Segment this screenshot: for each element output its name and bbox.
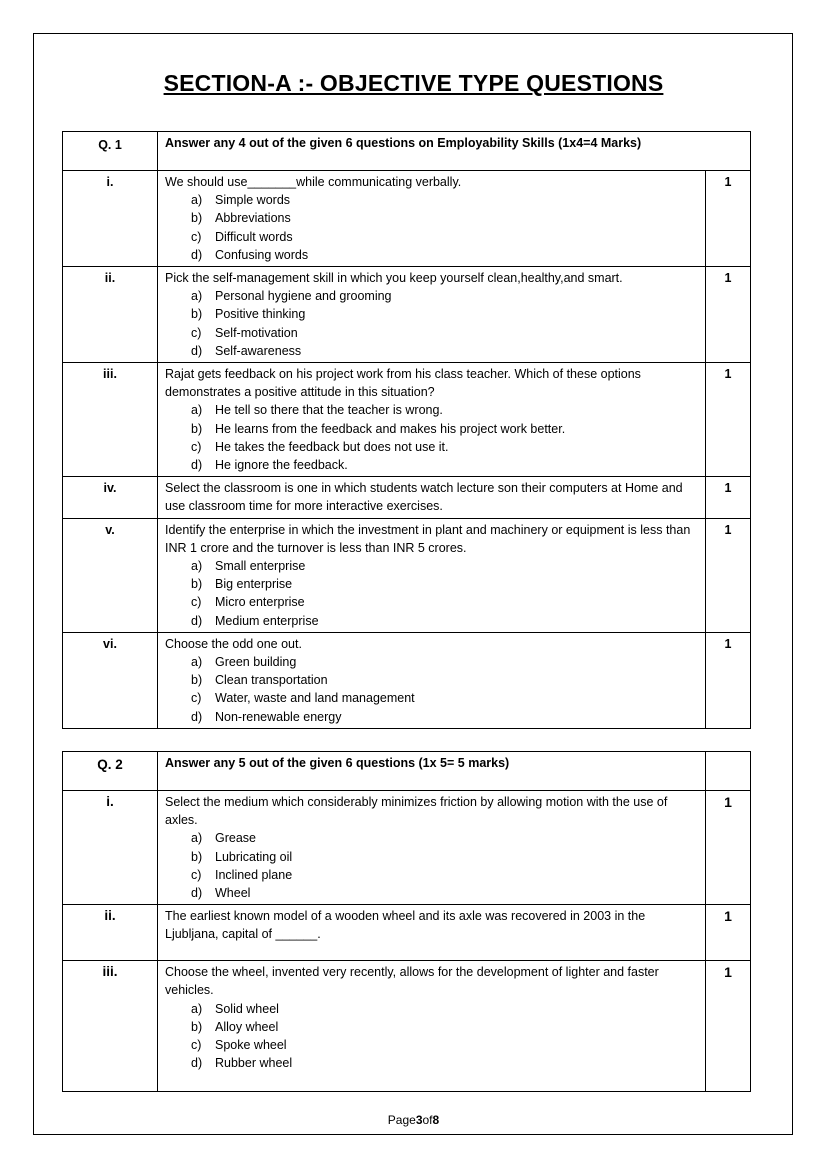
option-text: Clean transportation	[215, 673, 328, 688]
option-item	[191, 1036, 699, 1054]
item-content	[158, 477, 706, 518]
option-text: Positive thinking	[215, 307, 306, 322]
option-letter: c)	[191, 595, 202, 610]
item-question-text: Identify the enterprise in which the investment in plant and machinery or equipment is less than INR 1 crore and the turnover is less than INR 5 crores.	[165, 522, 691, 555]
question-item-row	[63, 905, 751, 961]
option-letter: c)	[191, 691, 202, 706]
marks-header-cell	[706, 752, 751, 791]
question-table-q2	[62, 751, 751, 1092]
option-letter: d)	[191, 613, 203, 628]
item-content	[158, 518, 706, 632]
item-question-text: We should use_______while communicating verbally.	[165, 175, 462, 189]
item-content	[158, 363, 706, 477]
item-question-text: Choose the wheel, invented very recently, allows for the development of lighter and faster vehicles.	[165, 965, 659, 998]
option-list	[165, 191, 699, 264]
option-letter: a)	[191, 1001, 203, 1016]
option-text: Grease	[215, 831, 256, 846]
item-marks: 1	[706, 518, 751, 632]
option-letter: b)	[191, 673, 203, 688]
item-number: iii.	[63, 363, 158, 477]
option-text: Abbreviations	[215, 211, 291, 226]
option-text: Rubber wheel	[215, 1056, 293, 1071]
item-marks: 1	[706, 791, 751, 905]
option-item	[191, 575, 699, 593]
option-letter: a)	[191, 289, 203, 304]
question-header-row	[63, 132, 751, 171]
option-letter: a)	[191, 559, 203, 574]
option-text: Solid wheel	[215, 1001, 279, 1016]
item-number: ii.	[63, 905, 158, 961]
question-item-row	[63, 363, 751, 477]
option-text: Self-awareness	[215, 343, 302, 358]
option-text: Green building	[215, 655, 297, 670]
option-item	[191, 593, 699, 611]
option-letter: a)	[191, 655, 203, 670]
option-item	[191, 653, 699, 671]
option-letter: d)	[191, 247, 203, 262]
item-number: vi.	[63, 632, 158, 728]
option-text: Water, waste and land management	[215, 691, 415, 706]
option-letter: a)	[191, 831, 203, 846]
question-item-row	[63, 518, 751, 632]
question-heading: Answer any 4 out of the given 6 questions on Employability Skills (1x4=4 Marks)	[158, 132, 751, 171]
option-letter: d)	[191, 709, 203, 724]
option-text: He ignore the feedback.	[215, 458, 348, 473]
item-marks: 1	[706, 267, 751, 363]
page-of-label: of	[422, 1113, 433, 1127]
option-item	[191, 420, 699, 438]
option-list	[165, 829, 699, 902]
item-marks: 1	[706, 363, 751, 477]
section-title: SECTION-A :- OBJECTIVE TYPE QUESTIONS	[163, 70, 664, 96]
item-content	[158, 171, 706, 267]
option-letter: c)	[191, 1038, 202, 1053]
option-text: Difficult words	[215, 229, 293, 244]
item-number: ii.	[63, 267, 158, 363]
option-text: Personal hygiene and grooming	[215, 289, 392, 304]
option-letter: b)	[191, 849, 203, 864]
option-item	[191, 829, 699, 847]
page-footer	[0, 1113, 827, 1127]
option-item	[191, 228, 699, 246]
option-text: He takes the feedback but does not use it.	[215, 439, 449, 454]
item-question-text: Pick the self-management skill in which you keep yourself clean,healthy,and smart.	[165, 271, 623, 286]
option-list	[165, 653, 699, 726]
item-number: i.	[63, 791, 158, 905]
item-question-text: Select the medium which considerably minimizes friction by allowing motion with the use of axles.	[165, 795, 668, 828]
question-number: Q. 1	[63, 132, 158, 171]
option-item	[191, 246, 699, 264]
option-text: Big enterprise	[215, 577, 293, 592]
item-marks: 1	[706, 905, 751, 961]
item-question-text: Rajat gets feedback on his project work from his class teacher. Which of these options demonstrates a positive attitude in this situation?	[165, 367, 641, 400]
option-item	[191, 438, 699, 456]
option-text: Alloy wheel	[215, 1019, 279, 1034]
option-item	[191, 557, 699, 575]
option-letter: b)	[191, 421, 203, 436]
option-item	[191, 1018, 699, 1036]
option-text: Inclined plane	[215, 867, 293, 882]
option-list	[165, 287, 699, 360]
option-item	[191, 191, 699, 209]
question-item-row	[63, 961, 751, 1092]
option-item	[191, 708, 699, 726]
option-item	[191, 612, 699, 630]
item-number: iv.	[63, 477, 158, 518]
question-number: Q. 2	[63, 752, 158, 791]
option-letter: b)	[191, 1019, 203, 1034]
option-list	[165, 1000, 699, 1073]
option-letter: c)	[191, 325, 202, 340]
option-text: Spoke wheel	[215, 1038, 287, 1053]
option-letter: b)	[191, 211, 203, 226]
option-letter: c)	[191, 867, 202, 882]
option-letter: b)	[191, 307, 203, 322]
option-text: Small enterprise	[215, 559, 306, 574]
option-letter: a)	[191, 193, 203, 208]
option-item	[191, 1054, 699, 1072]
option-item	[191, 848, 699, 866]
option-letter: d)	[191, 458, 203, 473]
option-list	[165, 557, 699, 630]
option-text: Self-motivation	[215, 325, 298, 340]
option-item	[191, 287, 699, 305]
option-text: Medium enterprise	[215, 613, 319, 628]
question-item-row	[63, 791, 751, 905]
item-marks: 1	[706, 171, 751, 267]
option-item	[191, 342, 699, 360]
option-item	[191, 209, 699, 227]
question-heading: Answer any 5 out of the given 6 questions (1x 5= 5 marks)	[158, 752, 706, 791]
question-item-row	[63, 267, 751, 363]
page-label: Page	[387, 1113, 416, 1127]
item-content	[158, 961, 706, 1092]
option-text: Micro enterprise	[215, 595, 305, 610]
question-table-q1	[62, 131, 751, 729]
item-number: iii.	[63, 961, 158, 1092]
item-question-text: Select the classroom is one in which students watch lecture son their computers at Home and use classroom time for more interactive exercises.	[165, 481, 683, 514]
item-content	[158, 791, 706, 905]
option-letter: b)	[191, 577, 203, 592]
total-page-number: 8	[432, 1113, 440, 1127]
item-question-text: Choose the odd one out.	[165, 636, 302, 651]
question-item-row	[63, 171, 751, 267]
current-page-number: 3	[415, 1113, 423, 1127]
option-letter: d)	[191, 886, 203, 901]
option-item	[191, 671, 699, 689]
option-letter: d)	[191, 343, 203, 358]
question-header-row	[63, 752, 751, 791]
option-text: He learns from the feedback and makes his project work better.	[215, 421, 566, 436]
option-item	[191, 324, 699, 342]
item-content	[158, 632, 706, 728]
option-item	[191, 866, 699, 884]
option-item	[191, 305, 699, 323]
option-text: He tell so there that the teacher is wrong.	[215, 403, 443, 418]
option-item	[191, 1000, 699, 1018]
option-text: Non-renewable energy	[215, 709, 342, 724]
question-item-row	[63, 477, 751, 518]
item-number: v.	[63, 518, 158, 632]
option-text: Confusing words	[215, 247, 309, 262]
item-question-text: The earliest known model of a wooden wheel and its axle was recovered in 2003 in the Ljubljana, capital of ______.	[165, 909, 646, 942]
option-text: Lubricating oil	[215, 849, 293, 864]
option-item	[191, 884, 699, 902]
item-marks: 1	[706, 477, 751, 518]
option-letter: c)	[191, 439, 202, 454]
item-marks: 1	[706, 632, 751, 728]
option-letter: a)	[191, 403, 203, 418]
option-letter: c)	[191, 229, 202, 244]
option-text: Simple words	[215, 193, 291, 208]
question-item-row	[63, 632, 751, 728]
option-list	[165, 401, 699, 474]
item-content	[158, 267, 706, 363]
option-letter: d)	[191, 1056, 203, 1071]
option-text: Wheel	[215, 886, 251, 901]
item-content	[158, 905, 706, 961]
option-item	[191, 401, 699, 419]
item-marks: 1	[706, 961, 751, 1092]
item-number: i.	[63, 171, 158, 267]
option-item	[191, 689, 699, 707]
option-item	[191, 456, 699, 474]
